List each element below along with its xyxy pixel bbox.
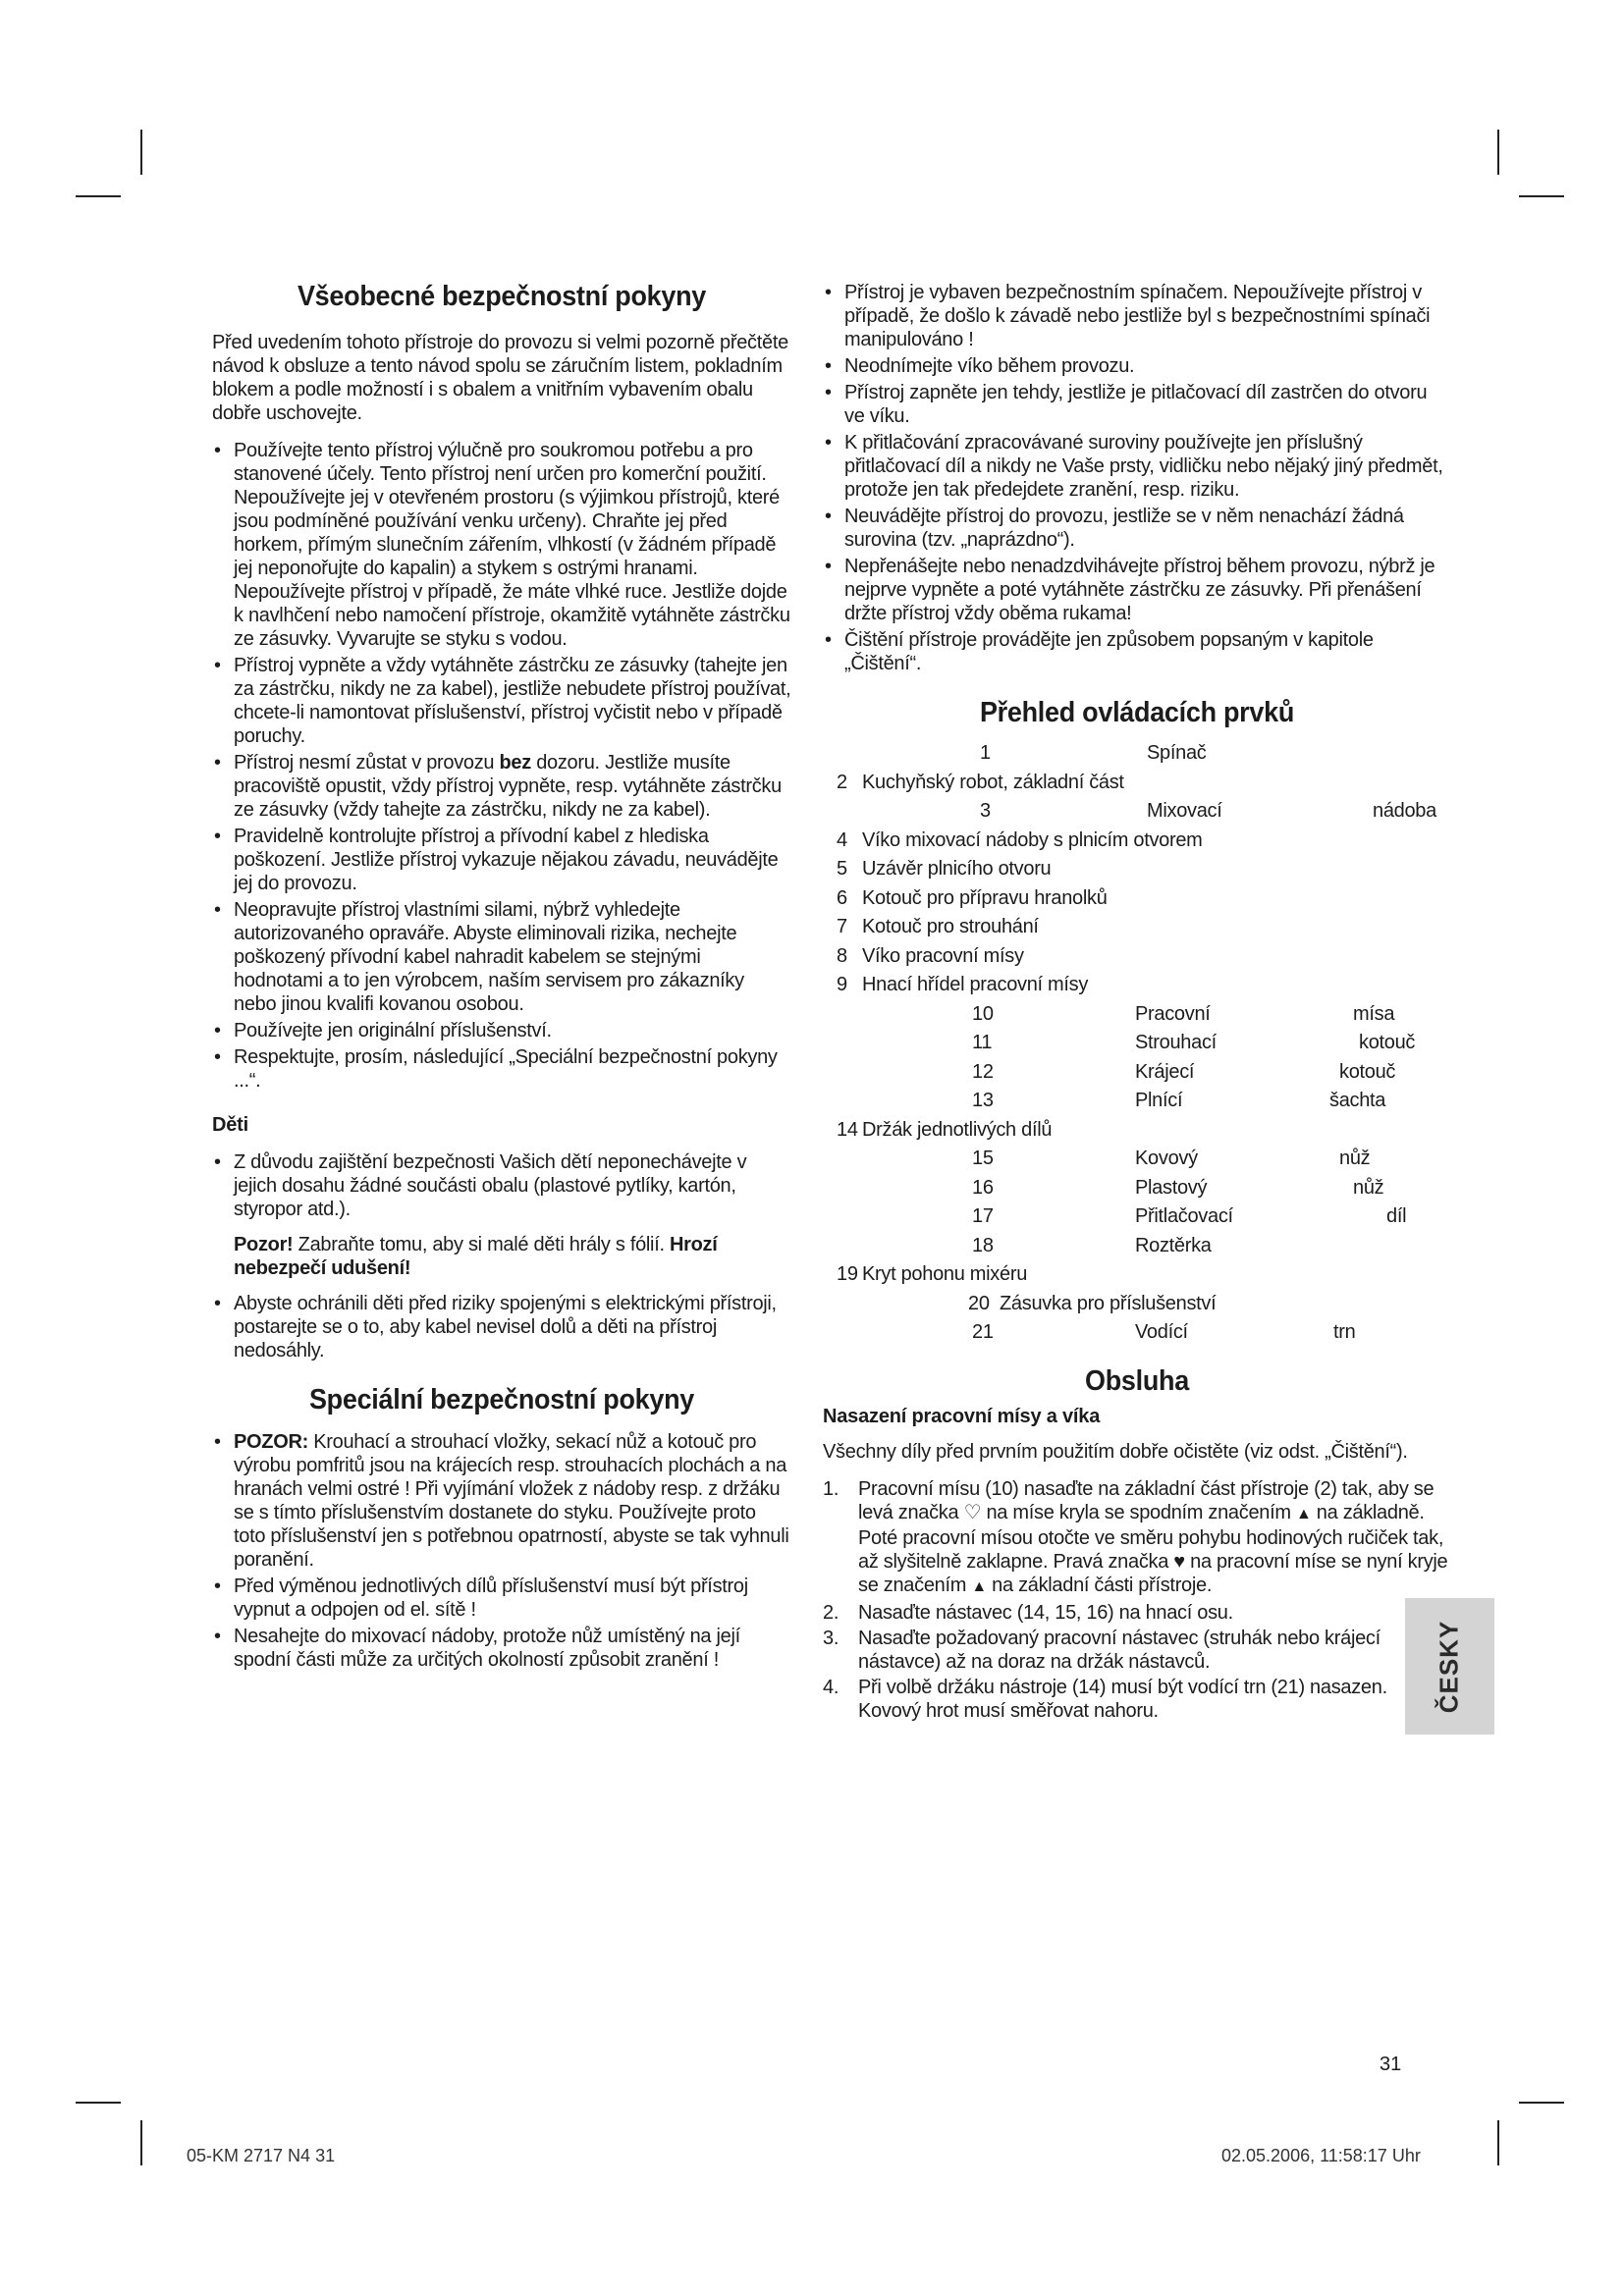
list-item: • Respektujte, prosím, následující „Speciální bezpečnostní pokyny ...“. xyxy=(212,1045,791,1093)
list-item: • Abyste ochránili děti před riziky spojenými s elektrickými přístroji, postarejte se o to, aby kabel nevisel dolů a děti na přístroj nedosáhly. xyxy=(212,1292,791,1362)
crop-mark xyxy=(76,2102,121,2104)
list-item: • Přístroj nesmí zůstat v provozu bez dozoru. Jestliže musíte pracoviště opustit, vždy přístroj vypněte, resp. vytáhněte zástrčku ze zásuvky (vždy tahejte za zástrčku, nikdy ne za kabel). xyxy=(212,751,791,822)
control-label: Krájecí xyxy=(1135,1060,1195,1083)
list-item: • Z důvodu zajištění bezpečnosti Vašich dětí neponechávejte v jejich dosahu žádné součásti obalu (plastové pytlíky, kartón, styropor atd.). xyxy=(212,1150,791,1221)
control-label: Víko pracovní mísy xyxy=(862,944,1024,967)
table-row xyxy=(823,797,1451,827)
control-number: 3 xyxy=(980,800,991,822)
mark-left-icon: ♡ xyxy=(963,1501,982,1523)
control-number: 8 xyxy=(837,944,847,967)
table-row xyxy=(823,1087,1451,1116)
list-item: • Neodnímejte víko během provozu. xyxy=(823,354,1451,378)
table-row xyxy=(823,1290,1451,1319)
control-label-2: mísa xyxy=(1353,1002,1395,1025)
table-row xyxy=(823,1174,1451,1203)
table-row xyxy=(823,1260,1451,1290)
control-number: 21 xyxy=(972,1321,994,1343)
control-number: 18 xyxy=(972,1234,994,1256)
table-row xyxy=(823,739,1451,769)
operation-subheading: Nasazení pracovní mísy a víka xyxy=(823,1405,1101,1427)
control-number: 5 xyxy=(837,858,847,880)
list-item: • Používejte tento přístroj výlučně pro soukromou potřebu a pro stanovené účely. Tento přístroj není určen pro komerční použití. Nepoužívejte jej v otevřeném prostoru (s výjimkou přístrojů, které jsou podmíněné používání venku určeny). Chraňte jej před horkem, přímým slunečním zářením, vlhkostí (v žádném případě jej neponořujte do kapalin) a stykem s ostrými hranami. Nepoužívejte přístroj v případě, že máte vlhké ruce. Jestliže dojde k navlhčení nebo namočení přístroje, okamžitě vytáhněte zástrčku ze zásuvky. Vyvarujte se styku s vodou. xyxy=(212,439,791,651)
page-number: 31 xyxy=(1380,2054,1402,2075)
control-label: Plnící xyxy=(1135,1090,1183,1111)
special-safety-title: Speciální bezpečnostní pokyny xyxy=(308,1384,695,1415)
list-item: • Používejte jen originální příslušenství. xyxy=(212,1019,791,1042)
crop-mark xyxy=(1497,130,1499,175)
list-item: • Nesahejte do mixovací nádoby, protože nůž umístěný na její spodní části může za určitých okolností způsobit zranění ! xyxy=(212,1625,791,1672)
control-label: Mixovací xyxy=(1147,800,1222,822)
control-label: Kotouč pro přípravu hranolků xyxy=(862,886,1108,909)
special-bullets xyxy=(212,1430,791,1672)
control-number: 20 xyxy=(968,1292,990,1314)
control-label: Zásuvka pro příslušenství xyxy=(1000,1292,1217,1314)
table-row xyxy=(823,1145,1451,1174)
left-column xyxy=(212,281,791,1675)
list-item: • POZOR: Krouhací a strouhací vložky, sekací nůž a kotouč pro výrobu pomfritů jsou na krájecích resp. strouhacích plochách a na hranách velmi ostré ! Při vyjímání vložek z nádoby resp. z držáku se s tímto příslušenstvím dostanete do styku. Používejte proto toto příslušenství jen s potřebnou opatrností, abyste se tak vyhnuli poranění. xyxy=(212,1430,791,1572)
list-item: • Neuvádějte přístroj do provozu, jestliže se v něm nenachází žádná surovina (tzv. „naprázdno“). xyxy=(823,505,1451,552)
general-bullets xyxy=(212,439,791,1093)
table-row xyxy=(823,1318,1451,1348)
control-label: Přitlačovací xyxy=(1135,1205,1233,1227)
control-label-2: kotouč xyxy=(1359,1032,1416,1053)
control-number: 11 xyxy=(972,1032,993,1053)
table-row xyxy=(823,1000,1451,1030)
control-label: Kovový xyxy=(1135,1148,1198,1169)
controls-list xyxy=(823,739,1451,1348)
control-number: 15 xyxy=(972,1148,994,1169)
control-number: 10 xyxy=(972,1002,994,1025)
table-row xyxy=(823,855,1451,884)
control-label-2: nůž xyxy=(1339,1148,1371,1169)
list-item: • Neopravujte přístroj vlastními silami, nýbrž vyhledejte autorizovaného opraváře. Abyste eliminovali rizika, nechejte poškozený přívodní kabel nahradit kabelem se stejnými hodnotami a to jen výrobcem, naším servisem pro zákazníky nebo jinou kvalifi kovanou osobou. xyxy=(212,898,791,1016)
arrow-up-icon: ▲ xyxy=(1295,1505,1312,1522)
control-number: 19 xyxy=(837,1263,858,1285)
mark-right-icon: ♥ xyxy=(1173,1550,1185,1573)
control-number: 17 xyxy=(972,1205,994,1227)
list-item: • Před výměnou jednotlivých dílů příslušenství musí být přístroj vypnut a odpojen od el. sítě ! xyxy=(212,1575,791,1622)
control-number: 2 xyxy=(837,771,847,793)
table-row xyxy=(823,1058,1451,1088)
control-label: Pracovní xyxy=(1135,1002,1211,1025)
control-number: 9 xyxy=(837,974,847,995)
footer-right: 02.05.2006, 11:58:17 Uhr xyxy=(1221,2146,1421,2165)
table-row xyxy=(823,769,1451,798)
crop-mark xyxy=(1519,195,1564,197)
children-heading: Děti xyxy=(212,1114,248,1136)
list-item: 3. Nasaďte požadovaný pracovní nástavec (struhák nebo krájecí nástavce) až na doraz na držák nástavců. xyxy=(823,1627,1380,1673)
control-number: 12 xyxy=(972,1060,994,1083)
table-row xyxy=(823,1029,1451,1058)
crop-mark xyxy=(76,195,121,197)
table-row xyxy=(823,942,1451,972)
list-item: • Přístroj zapněte jen tehdy, jestliže je pitlačovací díl zastrčen do otvoru ve víku. xyxy=(823,381,1451,428)
list-item: • Pravidelně kontrolujte přístroj a přívodní kabel z hlediska poškození. Jestliže přístroj vykazuje nějakou závadu, neuvádějte jej do provozu. xyxy=(212,825,791,895)
table-row xyxy=(823,884,1451,914)
list-item: • Přístroj je vybaven bezpečnostním spínačem. Nepoužívejte přístroj v případě, že došlo k závadě nebo jestliže byl s bezpečnostními spínači manipulováno ! xyxy=(823,281,1451,351)
control-label-2: nůž xyxy=(1353,1176,1384,1199)
control-number: 4 xyxy=(837,828,847,851)
table-row xyxy=(823,1202,1451,1232)
crop-mark xyxy=(140,130,142,175)
arrow-up-icon: ▲ xyxy=(971,1577,987,1595)
table-row xyxy=(823,913,1451,942)
language-tab xyxy=(1405,1598,1494,1735)
table-row xyxy=(823,971,1451,1000)
list-item: 2. Nasaďte nástavec (14, 15, 16) na hnací osu. xyxy=(823,1601,1233,1624)
control-number: 6 xyxy=(837,886,847,909)
footer-left: 05-KM 2717 N4 31 xyxy=(187,2146,336,2165)
control-label: Strouhací xyxy=(1135,1032,1217,1053)
control-number: 16 xyxy=(972,1176,994,1199)
control-label: Uzávěr plnicího otvoru xyxy=(862,858,1052,880)
crop-mark xyxy=(1497,2120,1499,2165)
control-label-2: nádoba xyxy=(1373,800,1436,822)
list-item: 1. Pracovní mísu (10) nasaďte na základní část přístroje (2) tak, aby se levá značka ♡ na míse kryla se spodním značením ▲ na základně. Poté pracovní mísou otočte ve směru pohybu hodinových ručiček tak, až slyšitelně zaklapne. Pravá značka ♥ na pracovní míse se nyní kryje se značením ▲ na základní části přístroje. xyxy=(823,1477,1448,1596)
control-label: Kuchyňský robot, základní část xyxy=(862,771,1124,793)
operation-title: Obsluha xyxy=(1085,1364,1189,1397)
general-intro: Před uvedením tohoto přístroje do provozu si velmi pozorně přečtěte návod k obsluze a tento návod spolu se záručním listem, pokladním blokem a podle možností i s obalem a vnitřním vybavením obalu dobře uschovejte. xyxy=(212,332,788,424)
right-column xyxy=(823,281,1451,1725)
control-label: Vodící xyxy=(1135,1321,1188,1343)
control-label: Víko mixovací nádoby s plnicím otvorem xyxy=(862,828,1203,851)
control-number: 14 xyxy=(837,1118,858,1141)
list-item: • K přitlačování zpracovávané suroviny používejte jen příslušný přitlačovací díl a nikdy ne Vaše prsty, vidličku nebo nějaký jiný předmět, protože jen tak předejdete zranění, resp. riziku. xyxy=(823,431,1451,502)
control-label: Roztěrka xyxy=(1135,1234,1212,1256)
control-label: Kryt pohonu mixéru xyxy=(862,1263,1028,1285)
list-item: • Nepřenášejte nebo nenadzdvihávejte přístroj během provozu, nýbrž je nejprve vypněte a poté vytáhněte zástrčku ze zásuvky. Při přenášení držte přístroj vždy oběma rukama! xyxy=(823,555,1451,625)
operation-intro: Všechny díly před prvním použitím dobře očistěte (viz odst. „Čištění“). xyxy=(823,1440,1408,1463)
control-number: 7 xyxy=(837,916,847,937)
general-bullets-continued xyxy=(823,281,1451,675)
control-number: 13 xyxy=(972,1090,994,1111)
language-tab-label: ČESKY xyxy=(1434,1620,1464,1714)
table-row xyxy=(823,827,1451,856)
control-label: Kotouč pro strouhání xyxy=(862,916,1039,937)
control-label-2: kotouč xyxy=(1339,1060,1396,1083)
table-row xyxy=(823,1232,1451,1261)
control-label-2: trn xyxy=(1333,1321,1356,1343)
list-item: 4. Při volbě držáku nástroje (14) musí být vodící trn (21) nasazen. Kovový hrot musí směřovat nahoru. xyxy=(823,1676,1387,1722)
table-row xyxy=(823,1116,1451,1146)
control-number: 1 xyxy=(980,742,991,764)
list-item: • Přístroj vypněte a vždy vytáhněte zástrčku ze zásuvky (tahejte jen za zástrčku, nikdy ne za kabel), jestliže nebudete přístroj používat, chcete-li namontovat příslušenství, přístroj vyčistit nebo v případě poruchy. xyxy=(212,654,791,748)
operation-steps xyxy=(823,1477,1451,1723)
control-label: Plastový xyxy=(1135,1176,1208,1199)
controls-title: Přehled ovládacích prvků xyxy=(979,697,1295,728)
list-item: • Čištění přístroje provádějte jen způsobem popsaným v kapitole „Čištění“. xyxy=(823,628,1451,675)
general-safety-title: Všeobecné bezpečnostní pokyny xyxy=(297,281,707,312)
control-label-2: šachta xyxy=(1329,1090,1386,1111)
control-label-2: díl xyxy=(1386,1205,1407,1227)
control-label: Držák jednotlivých dílů xyxy=(862,1118,1053,1141)
children-warning: Pozor! Zabraňte tomu, aby si malé děti hrály s fólií. Hrozí nebezpečí udušení! xyxy=(234,1234,718,1279)
control-label: Hnací hřídel pracovní mísy xyxy=(862,974,1089,995)
control-label: Spínač xyxy=(1147,742,1207,764)
crop-mark xyxy=(1519,2102,1564,2104)
crop-mark xyxy=(140,2120,142,2165)
